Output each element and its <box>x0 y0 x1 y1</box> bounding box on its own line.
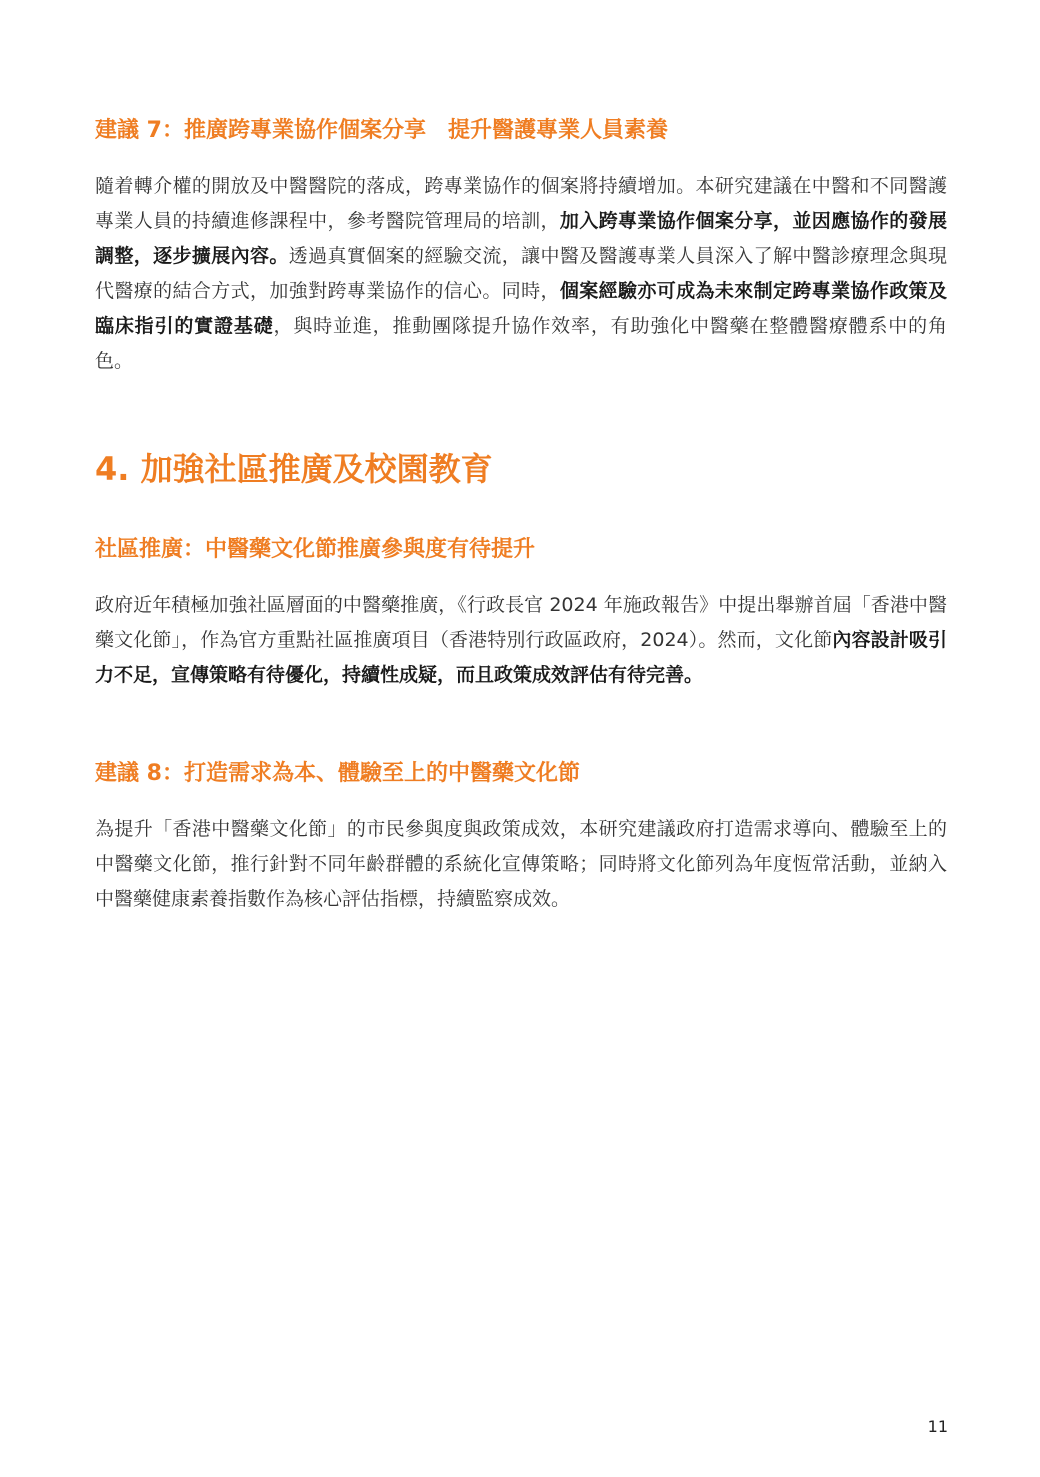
rec7-text-1: 隨着轉介權的開放及中醫醫院的落成，跨專業協作的個案將持續增加。本研究建議在中醫和不同醫護專業人員的持續進修課程中，參考醫院管理局的培訓， <box>95 175 947 232</box>
rec7-bold-1: 加入跨專業協作個案分享，並因應協作的發展調整，逐步擴展內容。 <box>95 210 947 267</box>
page-number: 11 <box>927 1417 948 1436</box>
rec7-text-3: ，與時並進，推動團隊提升協作效率，有助強化中醫藥在整體醫療體系中的角色。 <box>95 315 947 372</box>
community-promotion-paragraph <box>95 588 947 693</box>
rec7-bold-2: 個案經驗亦可成為未來制定跨專業協作政策及臨床指引的實證基礎 <box>95 280 947 337</box>
community-promotion-heading: 社區推廣：中醫藥文化節推廣參與度有待提升 <box>95 537 536 562</box>
recommendation-8-heading: 建議 8：打造需求為本、體驗至上的中醫藥文化節 <box>95 761 580 786</box>
section-4-heading: 4. 加強社區推廣及校園教育 <box>95 450 493 488</box>
recommendation-7-paragraph <box>95 169 947 379</box>
rec7-text-2: 透過真實個案的經驗交流，讓中醫及醫護專業人員深入了解中醫診療理念與現代醫療的結合方式，加強對跨專業協作的信心。同時， <box>95 245 947 302</box>
recommendation-7-heading: 建議 7：推廣跨專業協作個案分享 提升醫護專業人員素養 <box>95 118 668 143</box>
community-text-1: 政府近年積極加強社區層面的中醫藥推廣，《行政長官 2024 年施政報告》中提出舉辦首屆「香港中醫藥文化節」，作為官方重點社區推廣項目（香港特別行政區政府，2024）。然而，文化節 <box>95 594 947 651</box>
recommendation-8-paragraph: 為提升「香港中醫藥文化節」的市民參與度與政策成效，本研究建議政府打造需求導向、體驗至上的中醫藥文化節，推行針對不同年齡群體的系統化宣傳策略；同時將文化節列為年度恆常活動，並納入中醫藥健康素養指數作為核心評估指標，持續監察成效。 <box>95 818 947 910</box>
community-bold-1: 內容設計吸引力不足，宣傳策略有待優化，持續性成疑，而且政策成效評估有待完善。 <box>95 629 947 686</box>
